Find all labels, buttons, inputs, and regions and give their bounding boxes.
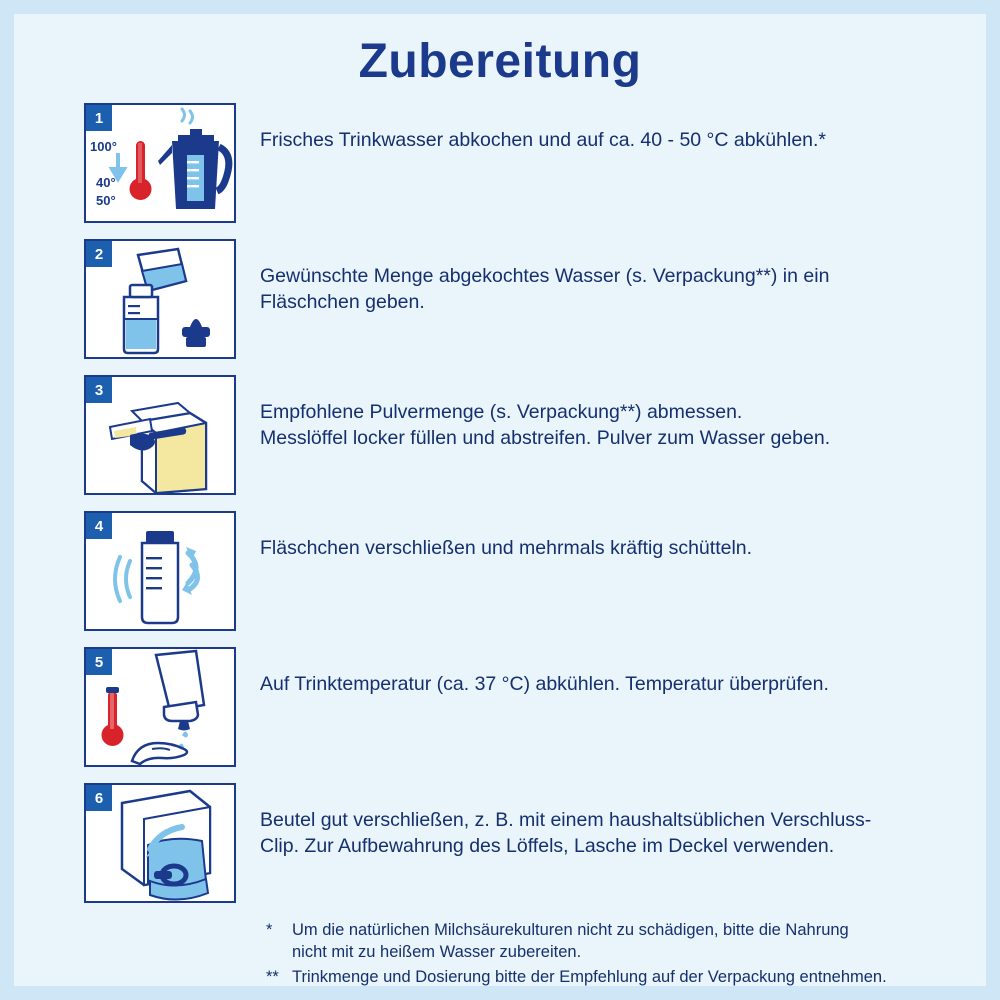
step-1-temp-high: 100° bbox=[90, 139, 117, 154]
step-2-number: 2 bbox=[86, 241, 112, 267]
step-5-text bbox=[236, 647, 829, 697]
step-6-text-line: Beutel gut verschließen, z. B. mit einem haushaltsüblichen Verschluss- bbox=[260, 809, 872, 831]
step-3-text-line: Empfohlene Pulvermenge (s. Verpackung**) abmessen. bbox=[260, 401, 743, 423]
step-6-illustration bbox=[84, 783, 236, 903]
step-1-temp-low: 50° bbox=[96, 193, 116, 208]
step-2-text-line: Gewünschte Menge abgekochtes Wasser (s. Verpackung**) in ein bbox=[260, 265, 830, 287]
step-2-text-line: Fläschchen geben. bbox=[260, 291, 425, 314]
step-5-number: 5 bbox=[86, 649, 112, 675]
step-1-temp-mid: 40° bbox=[96, 175, 116, 190]
step-1-number: 1 bbox=[86, 105, 112, 131]
step-1-text-line: Frisches Trinkwasser abkochen und auf ca. 40 - 50 °C abkühlen.* bbox=[260, 129, 827, 151]
footnote-line: Trinkmenge und Dosierung bitte der Empfehlung auf der Verpackung entnehmen. bbox=[292, 967, 887, 986]
footnote-item bbox=[266, 919, 962, 964]
step-item bbox=[84, 239, 968, 359]
footnote-body bbox=[292, 966, 887, 988]
step-5-text-line: Auf Trinktemperatur (ca. 37 °C) abkühlen. Temperatur überprüfen. bbox=[260, 673, 829, 695]
footnote-item bbox=[266, 966, 962, 988]
steps-list bbox=[14, 103, 986, 903]
page-title: Zubereitung bbox=[358, 35, 642, 88]
step-4-text bbox=[236, 511, 752, 561]
step-item bbox=[84, 783, 968, 903]
footnotes bbox=[14, 919, 986, 988]
step-3-illustration bbox=[84, 375, 236, 495]
step-item bbox=[84, 511, 968, 631]
step-item bbox=[84, 103, 968, 223]
footnote-marker: ** bbox=[266, 967, 279, 986]
footnote-body bbox=[292, 919, 849, 964]
step-3-number: 3 bbox=[86, 377, 112, 403]
step-6-number: 6 bbox=[86, 785, 112, 811]
step-4-illustration bbox=[84, 511, 236, 631]
step-2-text bbox=[236, 239, 829, 316]
step-5-illustration bbox=[84, 647, 236, 767]
step-4-number: 4 bbox=[86, 513, 112, 539]
step-item bbox=[84, 375, 968, 495]
step-4-text-line: Fläschchen verschließen und mehrmals kräftig schütteln. bbox=[260, 537, 753, 559]
footnote-line: nicht mit zu heißem Wasser zubereiten. bbox=[292, 943, 582, 962]
step-3-text bbox=[236, 375, 830, 452]
step-6-text-line: Clip. Zur Aufbewahrung des Löffels, Lasche im Deckel verwenden. bbox=[260, 835, 835, 858]
step-3-text-line: Messlöffel locker füllen und abstreifen. Pulver zum Wasser geben. bbox=[260, 427, 831, 450]
step-1-text bbox=[236, 103, 826, 153]
footnote-line: Um die natürlichen Milchsäurekulturen nicht zu schädigen, bitte die Nahrung bbox=[292, 921, 849, 939]
step-6-text bbox=[236, 783, 871, 860]
step-1-illustration bbox=[84, 103, 236, 223]
step-item bbox=[84, 647, 968, 767]
footnote-marker: * bbox=[266, 921, 273, 939]
step-2-illustration bbox=[84, 239, 236, 359]
